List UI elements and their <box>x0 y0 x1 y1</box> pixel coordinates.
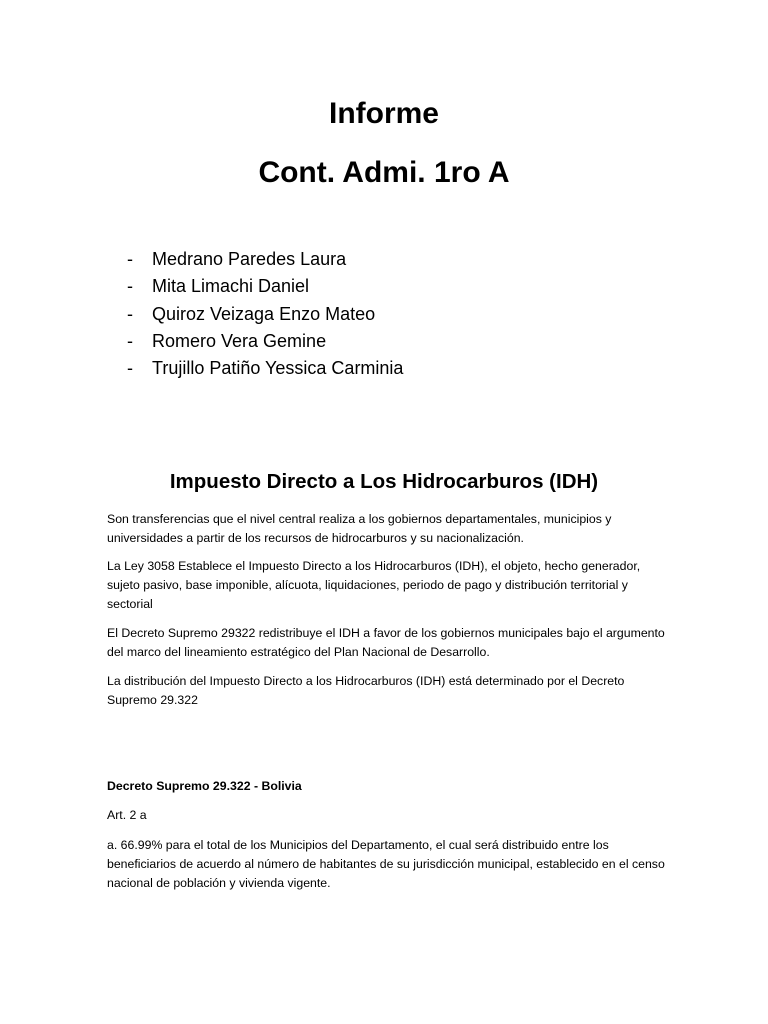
member-list <box>127 246 403 382</box>
list-item <box>127 355 403 382</box>
paragraph-distribution: La distribución del Impuesto Directo a los Hidrocarburos (IDH) está determinado por el Decreto Supremo 29.322 <box>107 674 625 707</box>
paragraph-ley-3058: La Ley 3058 Establece el Impuesto Directo a los Hidrocarburos (IDH), el objeto, hecho generador, sujeto pasivo, base imponible, alícuota, liquidaciones, periodo de pago y distribución territorial y sectorial <box>107 559 641 611</box>
list-dash: - <box>127 358 133 379</box>
paragraph-transfers: Son transferencias que el nivel central realiza a los gobiernos departamentales, municipios y universidades a partir de los recursos de hidrocarburos y su nacionalización. <box>107 512 612 545</box>
list-dash: - <box>127 303 133 324</box>
document-title: Informe <box>328 97 439 130</box>
member-name: Medrano Paredes Laura <box>152 249 347 269</box>
list-dash: - <box>127 249 133 269</box>
section-heading: Impuesto Directo a Los Hidrocarburos (IDH) <box>169 470 599 493</box>
member-name: Trujillo Patiño Yessica Carminia <box>152 358 404 379</box>
article-label: Art. 2 a <box>107 808 147 822</box>
list-item <box>127 301 403 328</box>
document-subtitle: Cont. Admi. 1ro A <box>258 156 510 189</box>
decree-heading: Decreto Supremo 29.322 - Bolivia <box>107 779 302 793</box>
list-dash: - <box>127 276 133 297</box>
list-item <box>127 273 403 300</box>
member-name: Mita Limachi Daniel <box>152 276 310 297</box>
paragraph-decreto-29322: El Decreto Supremo 29322 redistribuye el IDH a favor de los gobiernos municipales bajo el argumento del marco del lineamiento estratégico del Plan Nacional de Desarrollo. <box>107 626 665 659</box>
list-item <box>127 246 403 273</box>
member-name: Quiroz Veizaga Enzo Mateo <box>152 303 376 324</box>
list-dash: - <box>127 330 133 351</box>
article-text: a. 66.99% para el total de los Municipios del Departamento, el cual será distribuido entre los beneficiarios de acuerdo al número de habitantes de su jurisdicción municipal, establecido en el censo nacional de población y vivienda vigente. <box>107 838 665 890</box>
list-item <box>127 328 403 355</box>
member-name: Romero Vera Gemine <box>152 330 327 351</box>
